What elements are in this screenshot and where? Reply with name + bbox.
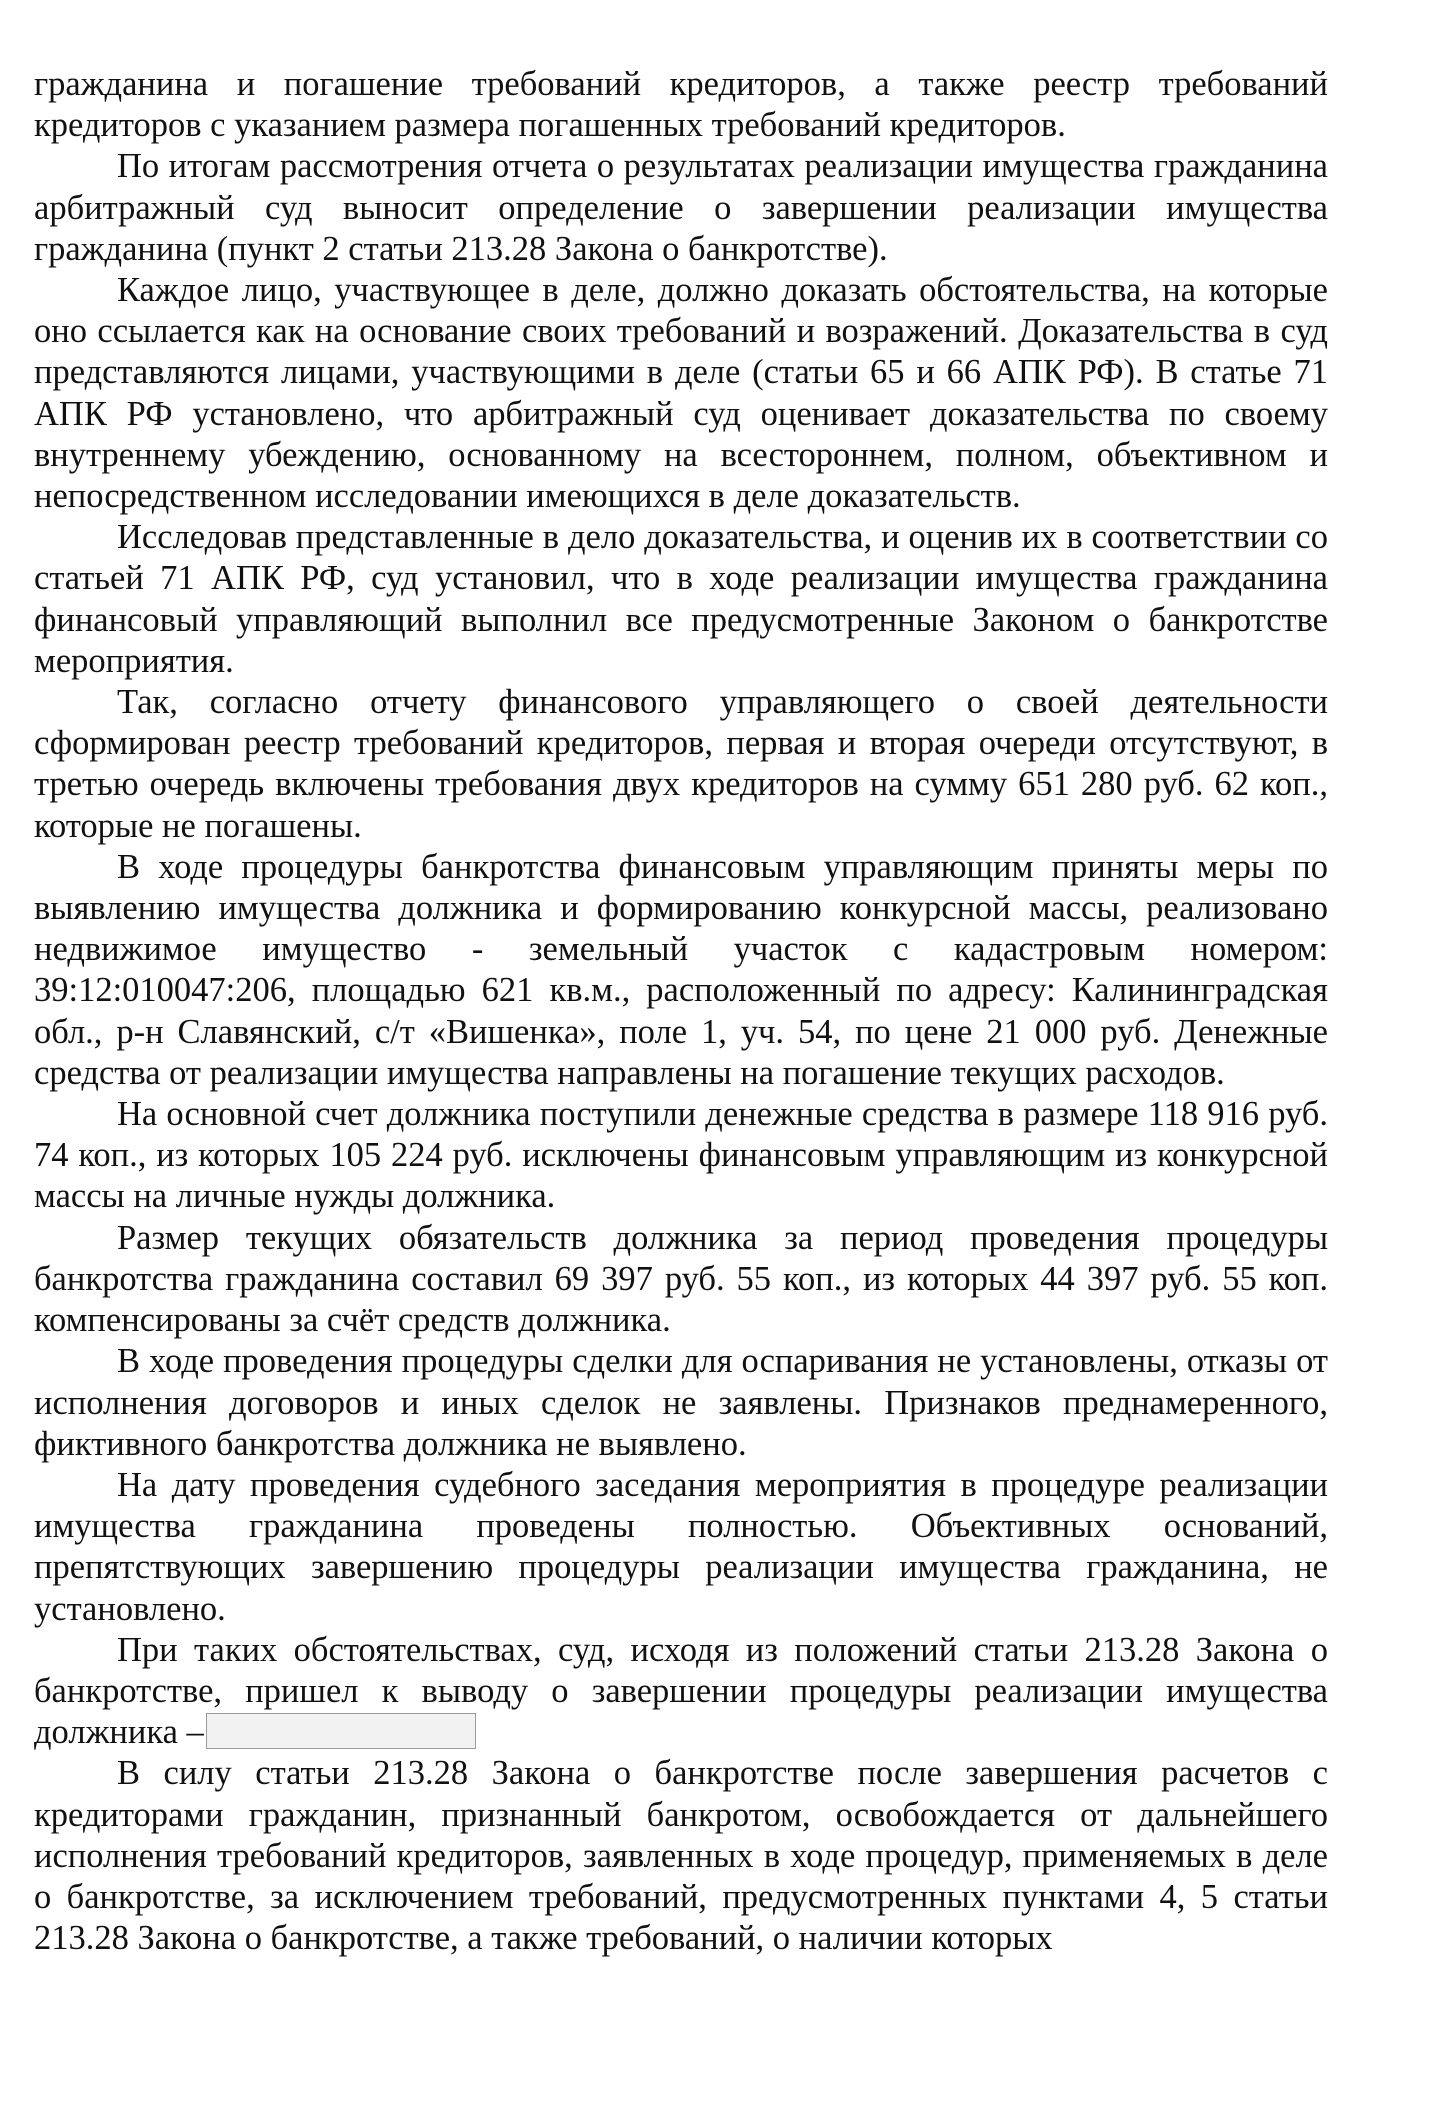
paragraph-7: На основной счет должника поступили денежные средства в размере 118 916 руб. 74 коп., из которых 105 224 руб. исключены финансовым управляющим из конкурсной массы на личные нужды должника. (34, 1095, 1328, 1216)
paragraph-4: Исследовав представленные в дело доказательства, и оценив их в соответствии со статьей 71 АПК РФ, суд установил, что в ходе реализации имущества гражданина финансовый управляющий выполнил все предусмотренные Законом о банкротстве мероприятия. (34, 518, 1328, 680)
document-page (34, 64, 1328, 1959)
paragraph-9: В ходе проведения процедуры сделки для оспаривания не установлены, отказы от исполнения договоров и иных сделок не заявлены. Признаков преднамеренного, фиктивного банкротства должника не выявлено. (34, 1342, 1328, 1463)
paragraph-3: Каждое лицо, участвующее в деле, должно доказать обстоятельства, на которые оно ссылается как на основание своих требований и возражений. Доказательства в суд представляются лицами, участвующими в деле (статьи 65 и 66 АПК РФ). В статье 71 АПК РФ установлено, что арбитражный суд оценивает доказательства по своему внутреннему убеждению, основанному на всестороннем, полном, объективном и непосредственном исследовании имеющихся в деле доказательств. (34, 271, 1328, 516)
paragraph-1: гражданина и погашение требований кредиторов, а также реестр требований кредиторов с указанием размера погашенных требований кредиторов. (34, 65, 1328, 145)
paragraph-2: По итогам рассмотрения отчета о результатах реализации имущества гражданина арбитражный суд выносит определение о завершении реализации имущества гражданина (пункт 2 статьи 213.28 Закона о банкротстве). (34, 147, 1328, 268)
paragraph-5: Так, согласно отчету финансового управляющего о своей деятельности сформирован реестр требований кредиторов, первая и вторая очереди отсутствуют, в третью очередь включены требования двух кредиторов на сумму 651 280 руб. 62 коп., которые не погашены. (34, 683, 1328, 845)
paragraph-11-text: При таких обстоятельствах, суд, исходя из положений статьи 213.28 Закона о банкротстве, пришел к выводу о завершении процедуры реализации имущества должника – (34, 1630, 1328, 1752)
paragraph-10: На дату проведения судебного заседания мероприятия в процедуре реализации имущества гражданина проведены полностью. Объективных оснований, препятствующих завершению процедуры реализации имущества гражданина, не установлено. (34, 1465, 1328, 1628)
redacted-name-box (206, 1713, 476, 1749)
paragraph-8: Размер текущих обязательств должника за период проведения процедуры банкротства гражданина составил 69 397 руб. 55 коп., из которых 44 397 руб. 55 коп. компенсированы за счёт средств должника. (34, 1218, 1328, 1340)
paragraph-12: В силу статьи 213.28 Закона о банкротстве после завершения расчетов с кредиторами гражданин, признанный банкротом, освобождается от дальнейшего исполнения требований кредиторов, заявленных в ходе процедур, применяемых в деле о банкротстве, за исключением требований, предусмотренных пунктами 4, 5 статьи 213.28 Закона о банкротстве, а также требований, о наличии которых (34, 1754, 1328, 1958)
paragraph-6: В ходе процедуры банкротства финансовым управляющим приняты меры по выявлению имущества должника и формированию конкурсной массы, реализовано недвижимое имущество - земельный участок с кадастровым номером: 39:12:010047:206, площадью 621 кв.м., расположенный по адресу: Калининградская обл., р-н Славянский, с/т «Вишенка», поле 1, уч. 54, по цене 21 000 руб. Денежные средства от реализации имущества направлены на погашение текущих расходов. (34, 847, 1328, 1092)
paragraph-11 (34, 1630, 1328, 1754)
